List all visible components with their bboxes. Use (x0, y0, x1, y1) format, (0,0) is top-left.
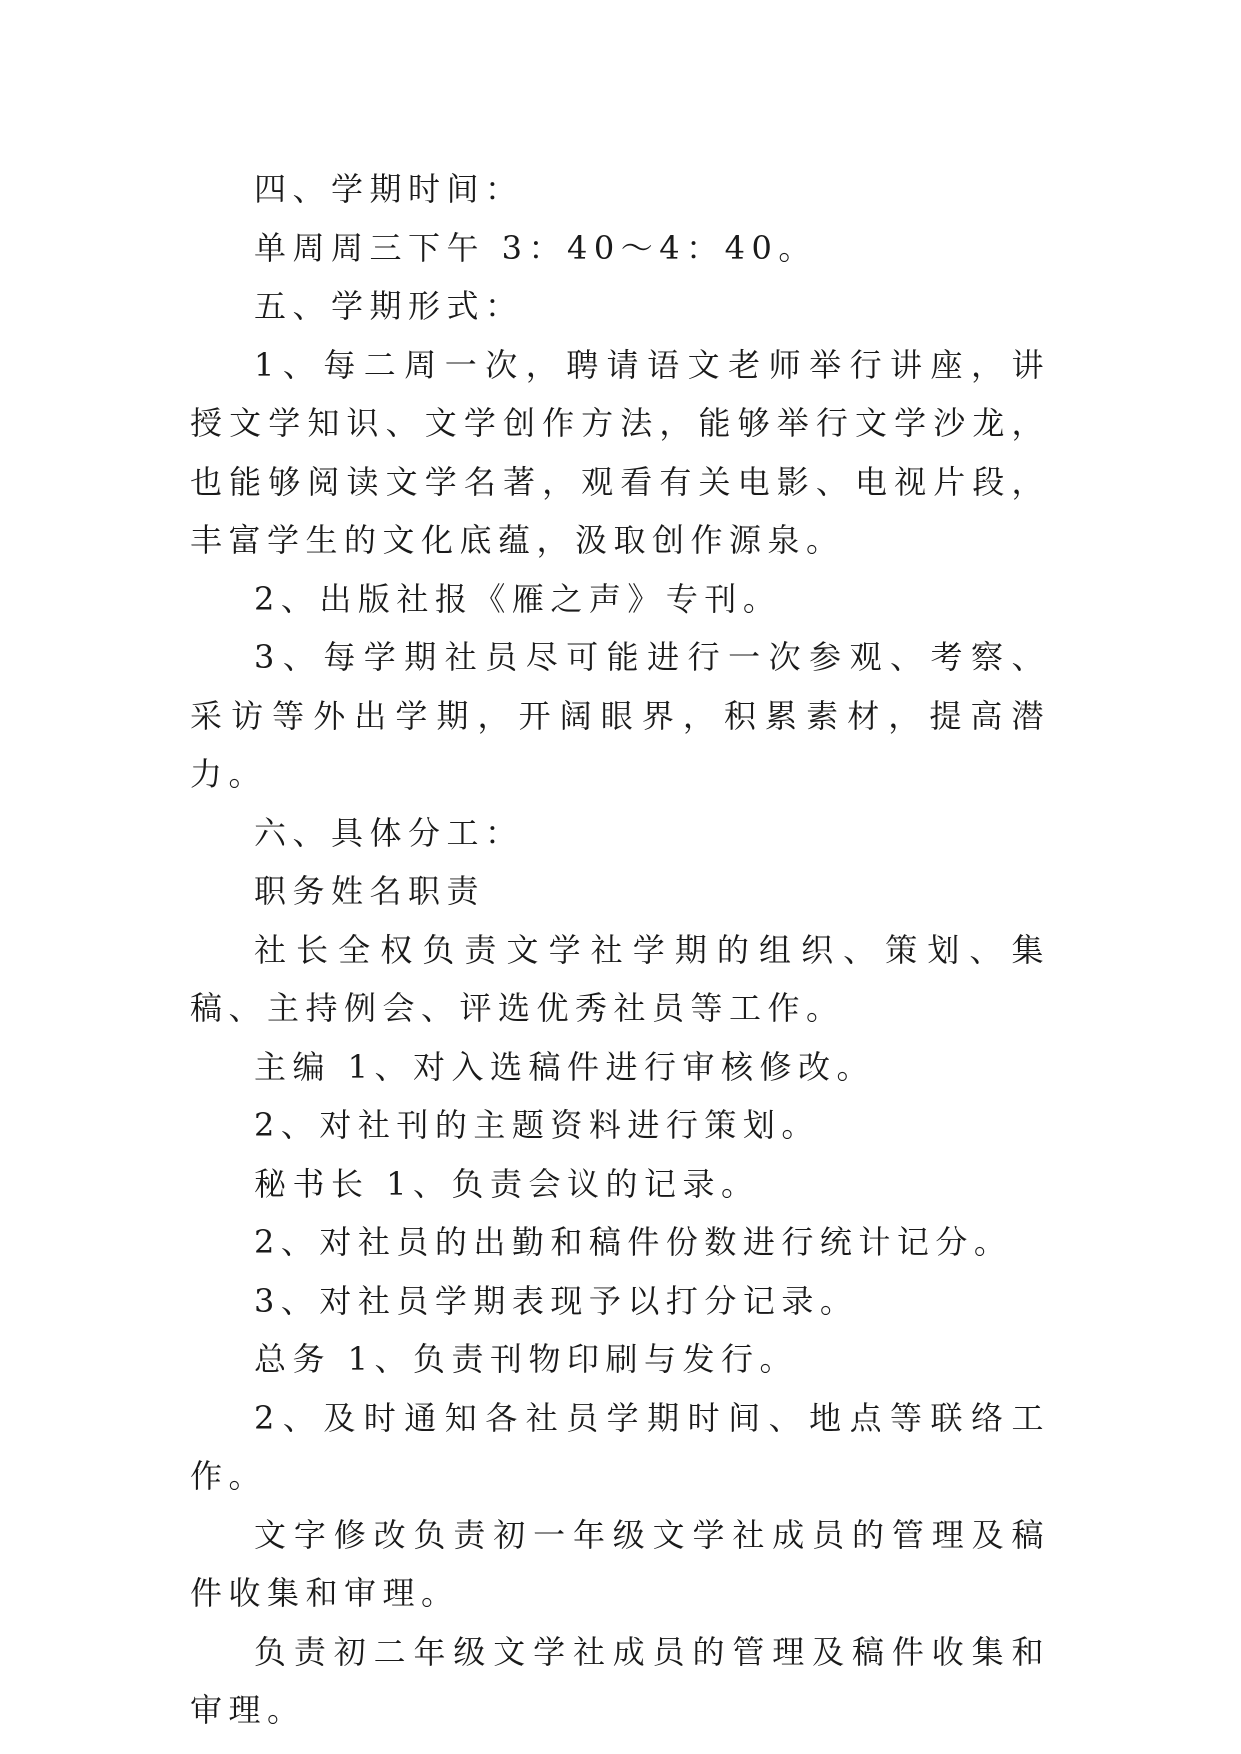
paragraph: 1、每二周一次，聘请语文老师举行讲座，讲授文学知识、文学创作方法，能够举行文学沙龙，也能够阅读文学名著，观看有关电影、电视片段，丰富学生的文化底蕴，汲取创作源泉。 (190, 345, 1050, 559)
paragraph: 文字修改负责初一年级文学社成员的管理及稿件收集和审理。 (190, 1515, 1050, 1612)
paragraph: 3、对社员学期表现予以打分记录。 (254, 1281, 859, 1320)
paragraph: 职务姓名职责 (254, 872, 486, 910)
paragraph: 五、学期形式： (254, 287, 524, 325)
paragraph: 负责初二年级文学社成员的管理及稿件收集和审理。 (190, 1632, 1050, 1729)
paragraph: 2、对社刊的主题资料进行策划。 (254, 1106, 820, 1144)
paragraph: 2、对社员的出勤和稿件份数进行统计记分。 (254, 1223, 1013, 1261)
document-body (190, 160, 1050, 1740)
paragraph: 2、及时通知各社员学期时间、地点等联络工作。 (190, 1398, 1050, 1495)
paragraph: 四、学期时间： (254, 170, 524, 208)
paragraph: 2、出版社报《雁之声》专刊。 (254, 579, 782, 618)
paragraph: 单周周三下午 3：40～4：40。 (254, 228, 817, 267)
paragraph: 六、具体分工： (254, 813, 524, 852)
paragraph: 主编 1、对入选稿件进行审核修改。 (254, 1047, 876, 1086)
paragraph: 秘书长 1、负责会议的记录。 (254, 1164, 760, 1203)
paragraph: 社长全权负责文学社学期的组织、策划、集稿、主持例会、评选优秀社员等工作。 (190, 930, 1050, 1027)
paragraph: 3、每学期社员尽可能进行一次参观、考察、采访等外出学期，开阔眼界，积累素材，提高潜力。 (190, 638, 1050, 793)
paragraph: 总务 1、负责刊物印刷与发行。 (254, 1340, 799, 1378)
